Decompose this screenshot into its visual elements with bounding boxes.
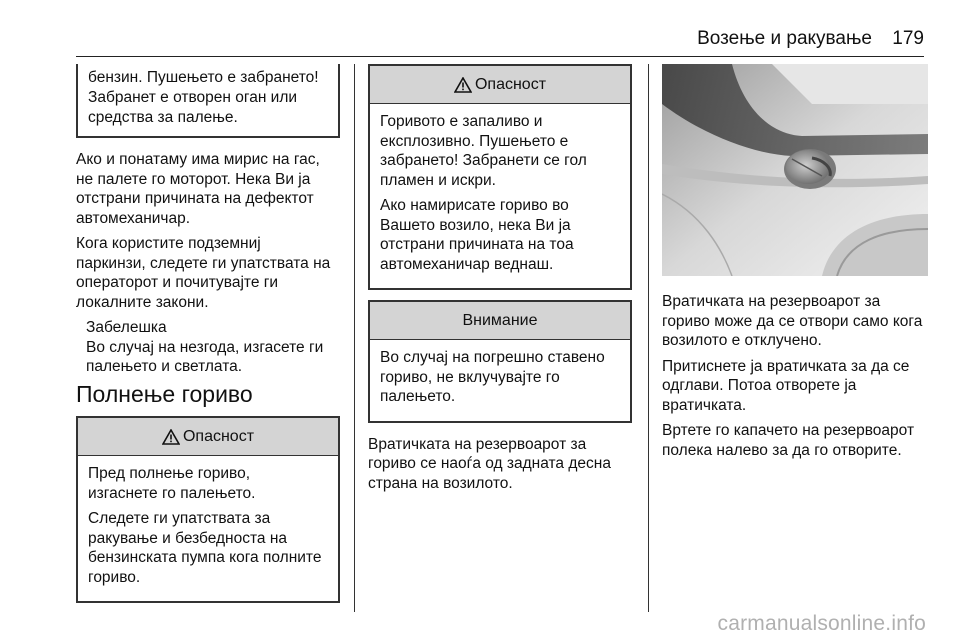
note-block [76,318,340,377]
text-line: автомеханичар веднаш. [380,255,554,273]
text-line: ракување и безбедноста на [88,529,288,547]
caution-paragraph [380,348,620,407]
warning-triangle-icon [162,429,180,445]
paragraph-garages [76,234,340,312]
text-line: возилото е отклучено. [662,332,822,349]
danger-box-body [78,456,338,601]
paragraph-flap-unlocked [662,292,932,351]
header-title: Возење и ракување [697,28,872,49]
text-line: бензинската пумпа кога полните [88,549,322,566]
column-1 [76,64,340,603]
text-line: вратичката. [662,396,747,414]
danger-box-title: Опасност [474,75,547,93]
column-divider-2 [648,64,649,612]
note-label: Забелешка [86,319,167,336]
text-line: отстрани причината на тоа [380,236,574,253]
fuel-flap-photo [662,64,928,276]
text-line: Вратичката на резервоарот за [662,293,881,310]
warning-triangle-icon [454,77,472,93]
danger-box-header [78,418,338,456]
text-line: одглави. Потоа отворете ја [662,377,857,394]
text-line: локалните закони. [76,293,209,311]
danger-paragraph-1 [380,112,620,190]
text-line: палењето. [380,388,456,405]
paragraph-gas-smell [76,150,340,228]
text-line: отстрани причината на дефектот [76,190,314,207]
danger-box [76,416,340,603]
danger-paragraph-2 [380,196,620,274]
column-2 [368,64,632,493]
paragraph-press-flap [662,357,932,416]
text-line: Кога користите подземниј [76,235,261,252]
caution-box-header [370,302,630,340]
text-line: гориво, не вклучувајте го [380,368,560,386]
page-number: 179 [892,28,924,49]
text-line: бензин. Пушењето е забрането! [88,69,319,86]
text-line: палењето и светлата. [86,358,243,375]
text-line: експлозивно. Пушењето е [380,132,569,150]
caution-box-body [370,340,630,421]
text-line: автомеханичар. [76,209,191,227]
text-line: гориво. [88,568,141,586]
text-line: гориво може да се отвори само кога [662,312,923,330]
text-line: операторот и почитувајте ги [76,274,279,291]
header-rule [76,56,924,57]
text-line: Горивото е запаливо и [380,113,543,130]
text-line: страна на возилото. [368,474,513,492]
text-line: Вратичката на резервоарот за [368,435,587,453]
caution-box [368,300,632,423]
text-line: Забранет е отворен оган или [88,89,298,106]
text-line: Притиснете ја вратичката за да се [662,357,910,375]
car-rear-side-illustration [662,64,928,276]
danger-box-header [370,66,630,104]
text-line: паркинзи, следете ги упатствата на [76,254,331,272]
text-line: Во случај на незгода, изгасете ги [86,338,324,356]
text-line: гориво се наоѓа од задната десна [368,455,611,472]
text-line: Во случај на погрешно ставено [380,349,605,366]
danger-paragraph-2 [88,509,328,587]
paragraph-turn-cap [662,421,932,460]
text-line: Ако и понатаму има мирис на гас, [76,151,320,168]
continued-warning-box [76,64,340,138]
text-line: Ако намирисате гориво во [380,197,569,214]
text-line: Пред полнење гориво, [88,465,251,482]
text-line: не палете го моторот. Нека Ви ја [76,170,311,188]
danger-paragraph-1 [88,464,328,503]
watermark: carmanualsonline.info [717,612,926,635]
text-line: Вашето возило, нека Ви ја [380,216,571,234]
paragraph-fuel-flap-location [368,435,632,494]
text-line: Вртете го капачето на резервоарот [662,422,915,439]
section-title: Полнење гориво [76,380,253,407]
text-line: полека налево за да го отворите. [662,441,902,459]
danger-box-title: Опасност [182,427,255,445]
text-line: средства за палење. [88,109,238,126]
text-line: изгаснете го палењето. [88,484,256,502]
danger-box-body [370,104,630,288]
text-line: пламен и искри. [380,171,496,189]
column-divider-1 [354,64,355,612]
text-line: забрането! Забранети се гол [380,152,587,169]
danger-box-fuel [368,64,632,290]
column-3 [662,64,932,460]
caution-box-title: Внимание [462,311,538,329]
text-line: Следете ги упатствата за [88,510,271,527]
